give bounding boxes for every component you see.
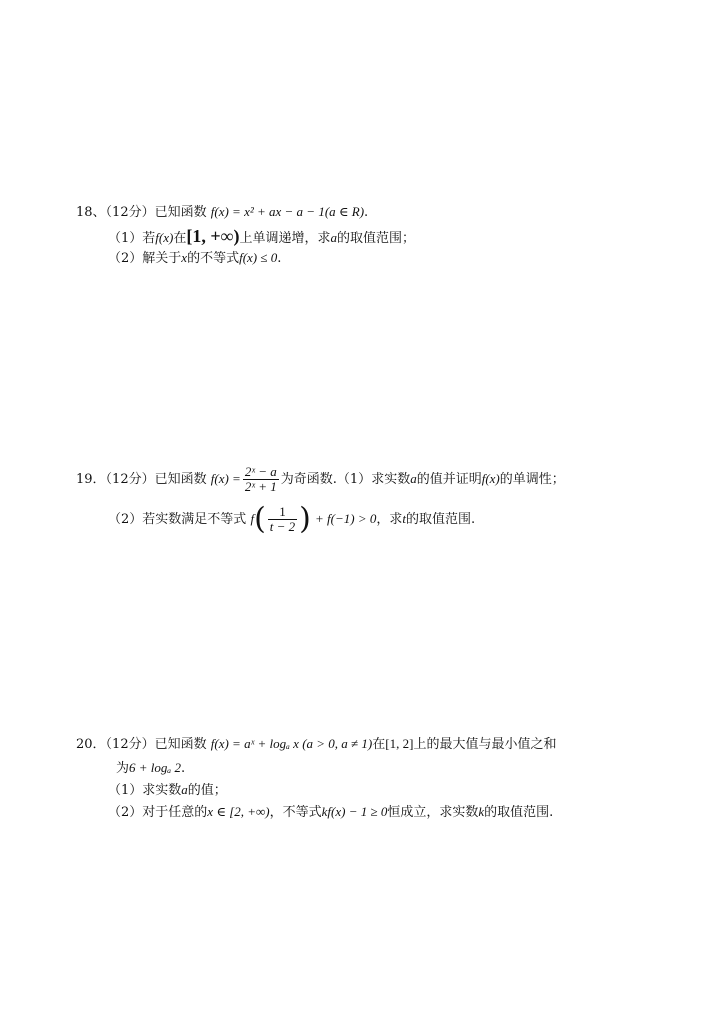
problem-number: 18、 [76, 205, 106, 220]
interval: [1, +∞) [186, 226, 240, 246]
problem-18-part-2: （2）解关于x的不等式f(x) ≤ 0. [108, 250, 282, 266]
interval: [1, 2] [385, 736, 414, 751]
problem-20-part-1: （1）求实数a的值； [108, 782, 227, 798]
problem-19-stem: 19．（12分）已知函数 f(x) = $\frac{\text{2ˣ − a}}{\text{2ˣ + 1}}$ 为奇函数.（1）求实数a的值并证明f(x)的单调性； [76, 464, 565, 494]
function-definition: f(x) = x² + ax − a − 1(a ∈ R) [210, 204, 365, 219]
inequality: f(x) ≤ 0 [239, 250, 278, 265]
problem-19-part-2: （2）若实数满足不等式 f( $\frac{1}{t - 2}$ ) + f(−1) > 0，求t的取值范围. [108, 501, 476, 537]
function-definition: f(x) = aˣ + logₐ x (a > 0, a ≠ 1) [210, 736, 373, 751]
problem-20-stem: 20．（12分）已知函数 f(x) = aˣ + logₐ x (a > 0, a ≠ 1)在[1, 2]上的最大值与最小值之和 [76, 736, 557, 752]
argument-fraction: $\frac{1}{t - 2}$ [269, 504, 296, 534]
problem-score: （12分） [105, 737, 155, 752]
problem-20-stem-continued: 为6 + logₐ 2. [116, 760, 186, 776]
problem-score: （12分） [105, 472, 155, 487]
problem-number: 20． [76, 737, 106, 752]
problem-20-part-2: （2）对于任意的x ∈ [2, +∞)，不等式kf(x) − 1 ≥ 0恒成立，求实数k的取值范围. [108, 804, 554, 820]
problem-score: （12分） [105, 205, 155, 220]
problem-number: 19． [76, 472, 106, 487]
function-fraction: $\frac{\text{2ˣ − a}}{\text{2ˣ + 1}}$ [244, 464, 277, 494]
inequality: kf(x) − 1 ≥ 0 [321, 804, 388, 819]
problem-18-stem: 18、（12分）已知函数 f(x) = x² + ax − a − 1(a ∈ R). [76, 204, 369, 220]
problem-18-part-1: （1）若f(x)在[1, +∞)上单调递增，求a的取值范围； [108, 226, 415, 246]
